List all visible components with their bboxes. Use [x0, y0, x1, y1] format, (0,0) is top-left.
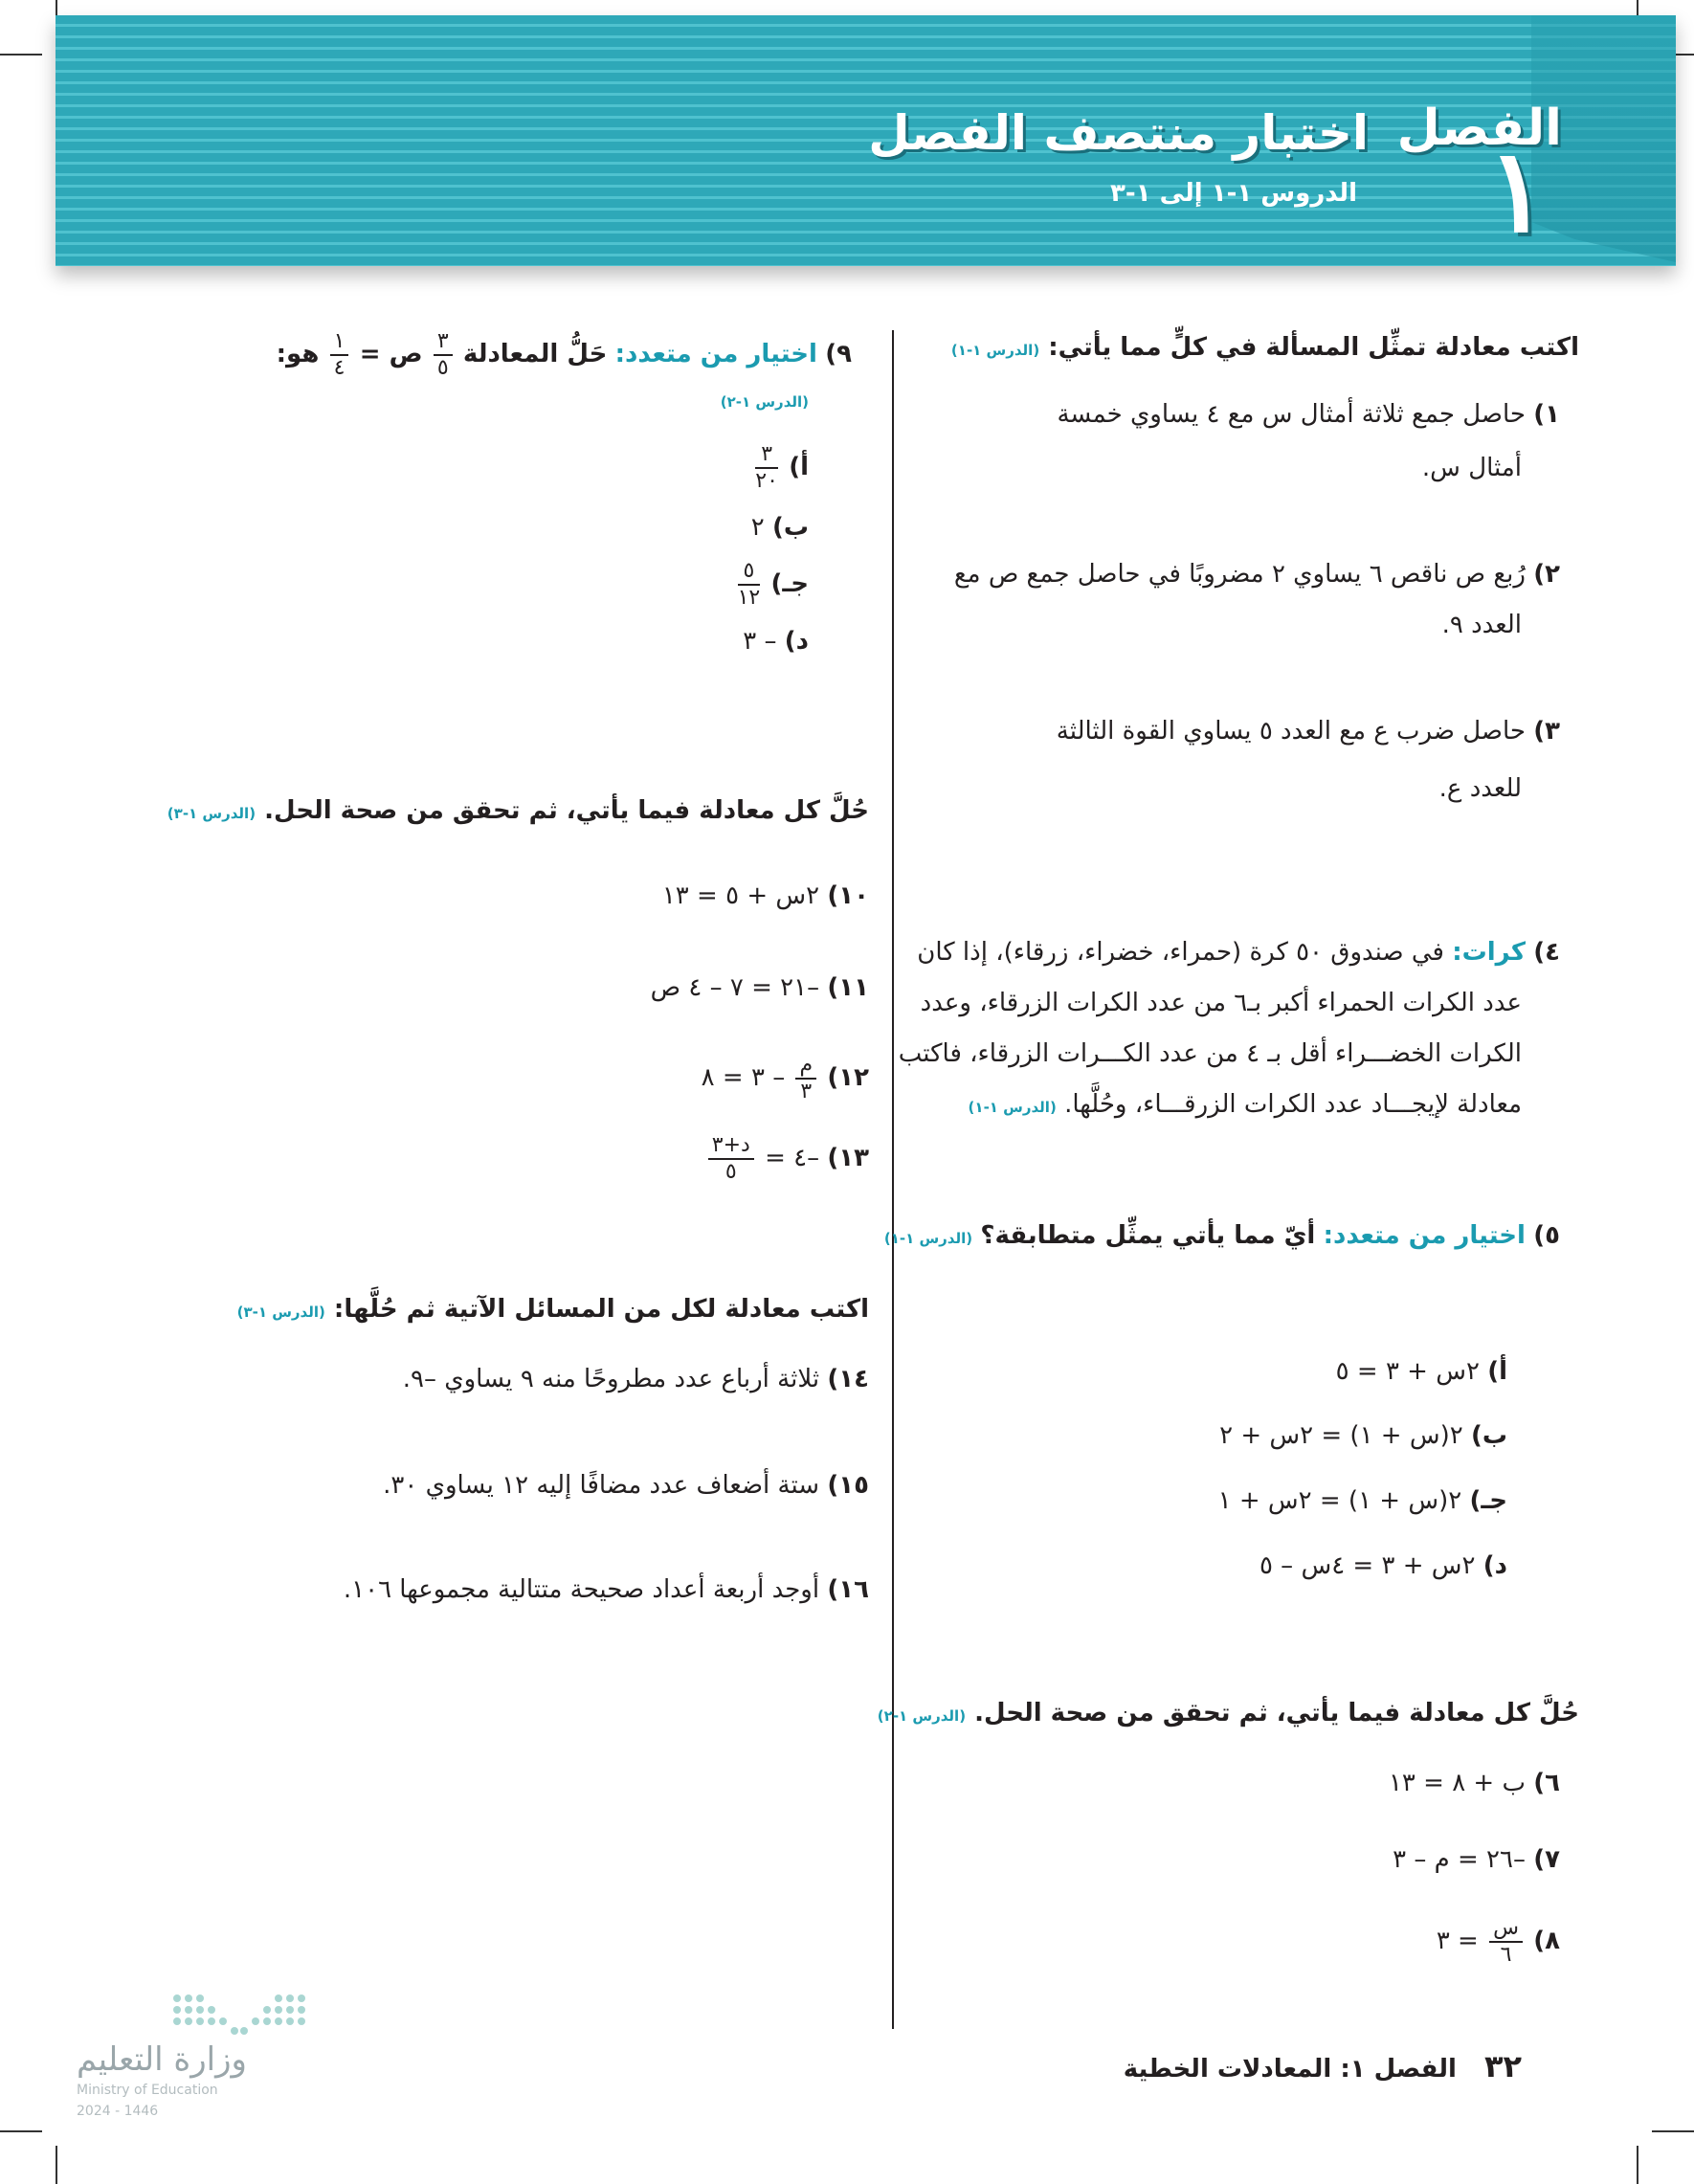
ministry-logo-year: 2024 - 1446 — [77, 2104, 159, 2119]
q9-f1-num: ٣ — [434, 331, 453, 356]
question-15 — [383, 1463, 869, 1507]
right-solve-ref: (الدرس ١-٢) — [877, 1707, 967, 1725]
left-word-ref: (الدرس ١-٣) — [236, 1304, 325, 1321]
q9-ref: (الدرس ١-٢) — [720, 393, 809, 411]
q13-number: ١٣) — [827, 1144, 869, 1172]
q9-c-den: ١٢ — [737, 585, 761, 610]
q9-f1-den: ٥ — [436, 355, 449, 380]
q4-number: ٤) — [1533, 938, 1560, 967]
q5-text: أيّ مما يأتي يمثِّل متطابقة؟ — [980, 1221, 1316, 1250]
q5-label: اختيار من متعدد: — [1323, 1221, 1526, 1250]
q2-number: ٢) — [1533, 560, 1560, 589]
q6-text: ب + ٨ = ١٣ — [1388, 1769, 1526, 1797]
q9-mid: ص = — [359, 340, 423, 368]
q3-line2: للعدد ع. — [1438, 774, 1522, 803]
q9-c-fraction — [737, 558, 761, 610]
q5-c-label: جـ) — [1469, 1486, 1507, 1515]
q12-number: ١٢) — [827, 1063, 869, 1092]
question-4 — [917, 930, 1560, 974]
q9-option-a — [752, 438, 809, 496]
q12-frac-den: ٣ — [800, 1079, 813, 1103]
question-14 — [403, 1357, 869, 1401]
q9-text: حَلُّ المعادلة — [462, 340, 608, 368]
q5-d-label: د) — [1482, 1551, 1507, 1580]
right-intro — [951, 325, 1579, 372]
crop-mark-top-left — [0, 54, 42, 56]
q5-d-text: ٢س + ٣ = ٤س – ٥ — [1259, 1551, 1476, 1580]
q2-line2: العدد ٩. — [1441, 611, 1522, 639]
q15-text: ستة أضعاف عدد مضافًا إليه ١٢ يساوي ٣٠. — [383, 1471, 820, 1500]
q9-option-b — [751, 505, 809, 549]
left-solve-heading — [167, 789, 869, 836]
q4-line3: الكرات الخضـــراء أقل بـ ٤ من عدد الكـــرات الزرقاء، فاكتب — [898, 1039, 1522, 1068]
q8-number: ٨) — [1533, 1927, 1560, 1955]
q9-c-num: ٥ — [738, 561, 761, 586]
q8-frac-num: س — [1489, 1918, 1523, 1943]
q7-text: –٢٦ = م – ٣ — [1393, 1845, 1526, 1874]
page-subtitle: الدروس ١-١ إلى ١-٣ — [1110, 179, 1357, 208]
footer-text: الفصل ١: المعادلات الخطية — [1123, 2055, 1457, 2084]
q9-a-num: ٣ — [755, 444, 778, 469]
column-divider — [892, 330, 894, 2029]
left-word-heading-text: اكتب معادلة لكل من المسائل الآتية ثم حُلَّها: — [333, 1295, 869, 1324]
q5-ref: (الدرس ١-١) — [883, 1230, 973, 1247]
crop-mark-bottom-left-v — [56, 2146, 57, 2184]
q7-number: ٧) — [1533, 1845, 1560, 1874]
q4-line2: عدد الكرات الحمراء أكبر بـ٦ من عدد الكرات الزرقاء، وعدد — [920, 989, 1522, 1017]
q9-option-c — [735, 555, 809, 613]
right-intro-ref: (الدرس ١-١) — [950, 342, 1040, 359]
q13-frac-den: ٥ — [724, 1159, 737, 1184]
q9-d-label: د) — [784, 627, 809, 656]
q8-rhs: = ٣ — [1436, 1927, 1479, 1955]
q10-text: ٢س + ٥ = ١٣ — [661, 881, 820, 910]
q13-lhs: –٤ = — [765, 1144, 820, 1172]
chapter-number: ١ — [1486, 123, 1549, 258]
q8-fraction — [1489, 1915, 1523, 1967]
q16-text: أوجد أربعة أعداد صحيحة متتالية مجموعها ١٠٦. — [343, 1575, 820, 1604]
question-1 — [1057, 392, 1560, 436]
q5-option-b — [1219, 1414, 1507, 1458]
q5-a-label: أ) — [1487, 1357, 1507, 1386]
left-solve-heading-text: حُلَّ كل معادلة فيما يأتي، ثم تحقق من صحة الحل. — [264, 796, 869, 825]
question-9 — [277, 325, 852, 383]
q9-d-text: – ٣ — [743, 627, 777, 656]
q4-line1: في صندوق ٥٠ كرة (حمراء، خضراء، زرقاء)، إذا كان — [917, 938, 1444, 967]
q5-a-text: ٢س + ٣ = ٥ — [1335, 1357, 1480, 1386]
question-10 — [662, 874, 869, 918]
left-solve-ref: (الدرس ١-٣) — [167, 805, 256, 822]
q14-number: ١٤) — [827, 1365, 869, 1393]
crop-mark-bottom-right-v — [1637, 2146, 1638, 2184]
q5-b-label: ب) — [1470, 1421, 1507, 1450]
q12-fraction — [795, 1052, 816, 1103]
q1-line1: حاصل جمع ثلاثة أمثال س مع ٤ يساوي خمسة — [1057, 400, 1526, 429]
q1-number: ١) — [1533, 400, 1560, 429]
q4-line4-text: معادلة لإيجـــاد عدد الكرات الزرقـــاء، وحُلَّها. — [1064, 1090, 1522, 1119]
question-7 — [1393, 1838, 1560, 1882]
q5-option-c — [1218, 1479, 1507, 1523]
question-11 — [651, 966, 869, 1010]
q5-option-d — [1259, 1544, 1507, 1588]
q10-number: ١٠) — [827, 881, 869, 910]
chapter-word: الفصل — [1396, 100, 1562, 157]
q14-text: ثلاثة أرباع عدد مطروحًا منه ٩ يساوي –٩. — [402, 1365, 820, 1393]
q9-f2-den: ٤ — [333, 355, 345, 380]
q9-b-text: ٢ — [750, 513, 765, 542]
q9-fraction-1 — [434, 328, 453, 380]
ministry-logo-icon — [167, 1989, 311, 2046]
q1-line2: أمثال س. — [1421, 454, 1522, 482]
q4-ref: (الدرس ١-١) — [968, 1099, 1057, 1116]
q16-number: ١٦) — [827, 1575, 869, 1604]
right-solve-heading-text: حُلَّ كل معادلة فيما يأتي، ثم تحقق من صحة الحل. — [974, 1699, 1579, 1727]
q3-number: ٣) — [1533, 717, 1560, 746]
q5-number: ٥) — [1533, 1221, 1560, 1250]
crop-mark-bottom-left — [0, 2130, 42, 2132]
q9-a-fraction — [755, 441, 778, 493]
q6-number: ٦) — [1533, 1769, 1560, 1797]
ministry-logo-english: Ministry of Education — [77, 2083, 218, 2098]
ministry-logo-arabic: وزارة التعليم — [77, 2040, 247, 2079]
q2-line1: رُبع ص ناقص ٦ يساوي ٢ مضروبًا في حاصل جمع ص مع — [953, 560, 1526, 589]
q12-frac-num: م — [795, 1055, 816, 1080]
left-word-heading — [237, 1287, 869, 1334]
q5-b-text: ٢(س + ١) = ٢س + ٢ — [1219, 1421, 1463, 1450]
question-5 — [884, 1214, 1560, 1260]
q15-number: ١٥) — [827, 1471, 869, 1500]
question-3 — [1057, 709, 1560, 753]
q4-line4 — [969, 1082, 1522, 1129]
q9-number: ٩) — [825, 340, 852, 368]
q5-c-text: ٢(س + ١) = ٢س + ١ — [1217, 1486, 1462, 1515]
question-2 — [954, 552, 1560, 596]
q9-fraction-2 — [330, 328, 349, 380]
question-16 — [344, 1568, 869, 1612]
q13-fraction — [708, 1132, 754, 1184]
q9-a-label: أ) — [789, 453, 809, 481]
question-8 — [1437, 1912, 1560, 1970]
page-footer — [1124, 2048, 1522, 2084]
q11-number: ١١) — [827, 973, 869, 1002]
q9-a-den: ٢٠ — [755, 468, 778, 493]
q9-f2-num: ١ — [330, 331, 349, 356]
q12-rest: – ٣ = ٨ — [701, 1063, 786, 1092]
q11-text: –٢١ = ٧ – ٤ ص — [650, 973, 820, 1002]
q9-label: اختيار من متعدد: — [614, 340, 817, 368]
q13-frac-num: د+٣ — [708, 1135, 754, 1160]
q9-b-label: ب) — [771, 513, 809, 542]
right-intro-text: اكتب معادلة تمثِّل المسألة في كلٍّ مما يأتي: — [1048, 333, 1579, 362]
right-solve-heading — [878, 1691, 1579, 1738]
question-13 — [705, 1129, 869, 1187]
crop-mark-bottom-right — [1652, 2130, 1694, 2132]
q4-label: كرات: — [1452, 938, 1526, 967]
q5-option-a — [1336, 1349, 1507, 1393]
q8-frac-den: ٦ — [1500, 1942, 1512, 1967]
question-6 — [1389, 1761, 1560, 1805]
page-number: ٣٢ — [1483, 2048, 1522, 2084]
q3-line1: حاصل ضرب ع مع العدد ٥ يساوي القوة الثالثة — [1056, 717, 1526, 746]
q9-option-d — [743, 619, 809, 663]
question-12 — [702, 1049, 869, 1106]
q9-c-label: جـ) — [770, 569, 809, 598]
page-title: اختبار منتصف الفصل — [868, 105, 1369, 161]
q9-end: هو: — [276, 340, 320, 368]
